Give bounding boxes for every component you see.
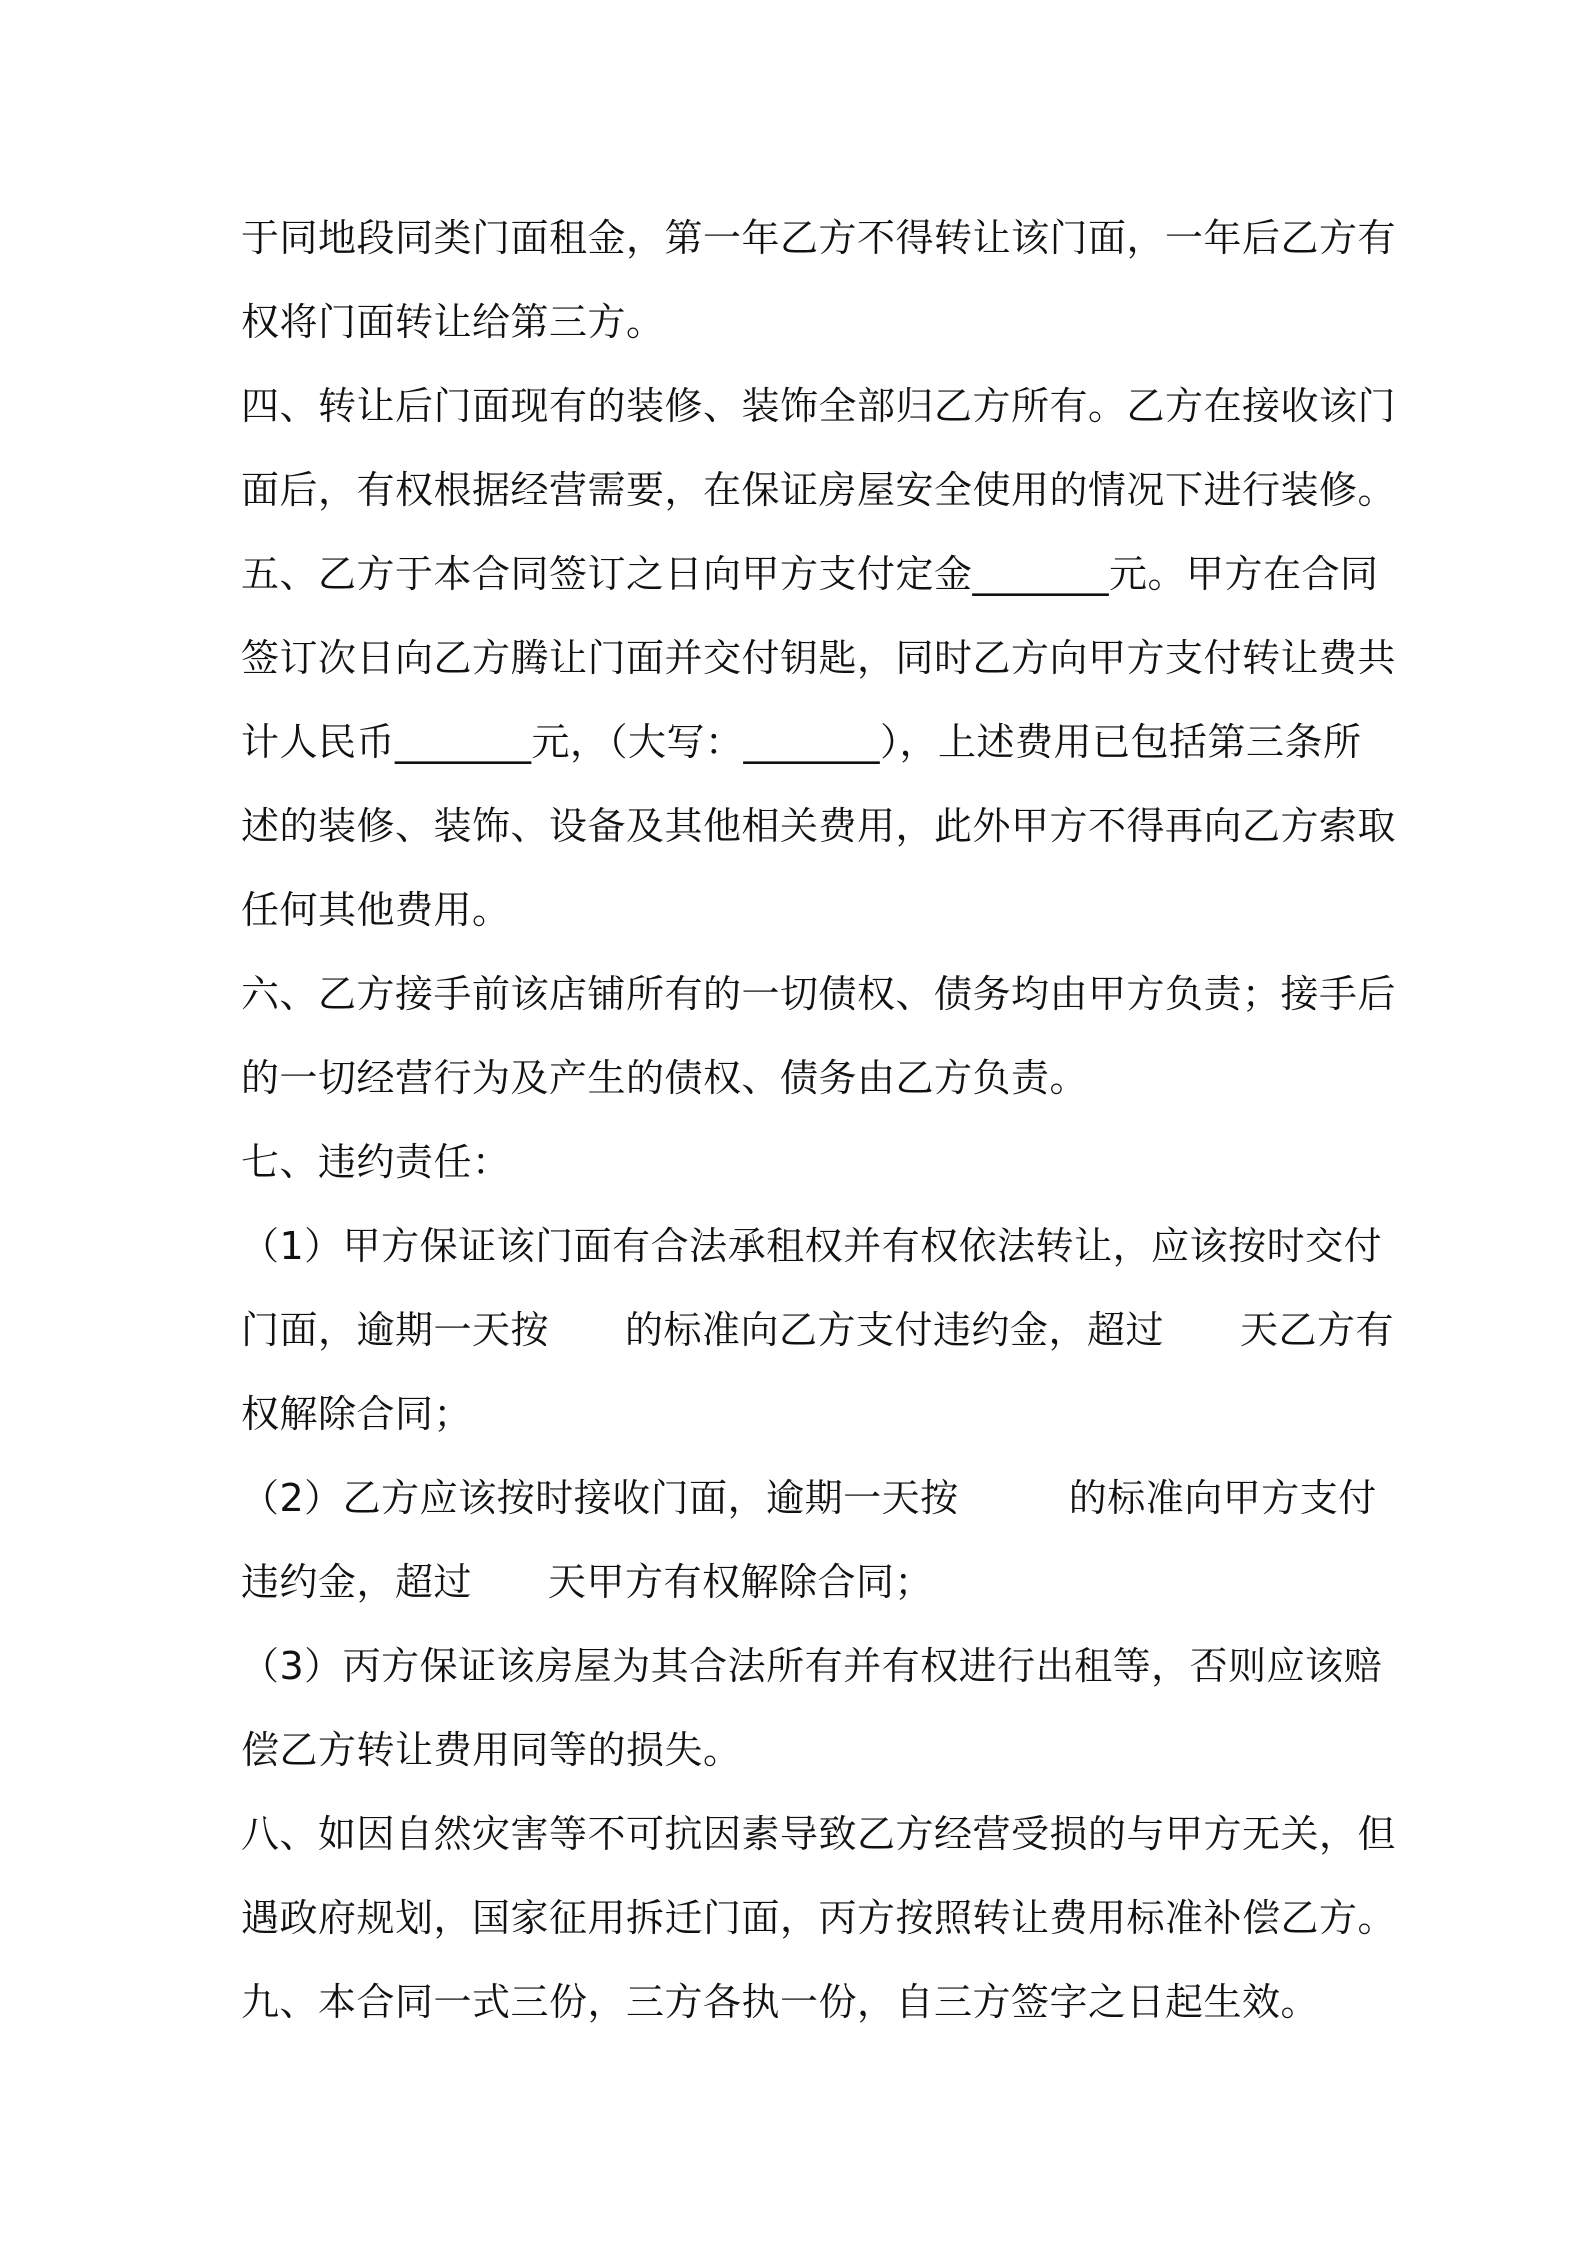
clause-7-item-2-line [241,1456,1377,1540]
text-line: 的一切经营行为及产生的债权、债务由乙方负责。 [241,1056,1089,1100]
text-line: 述的装修、装饰、设备及其他相关费用，此外甲方不得再向乙方索取 [241,804,1397,848]
text-line: 权解除合同； [241,1392,473,1436]
text-line [241,1540,1353,1624]
clause-8-line: 八、如因自然灾害等不可抗因素导致乙方经营受损的与甲方无关，但 [241,1812,1397,1856]
text-line: 任何其他费用。 [241,888,511,932]
text-line: 计人民币_______元，（大写：_______），上述费用已包括第三条所 [241,720,1362,764]
text-line: 面后，有权根据经营需要，在保证房屋安全使用的情况下进行装修。 [241,468,1397,512]
text-line: 签订次日向乙方腾让门面并交付钥匙，同时乙方向甲方支付转让费共 [241,636,1397,680]
clause-4-line: 四、转让后门面现有的装修、装饰全部归乙方所有。乙方在接收该门 [241,384,1397,428]
clause-9-line: 九、本合同一式三份，三方各执一份，自三方签字之日起生效。 [241,1980,1320,2024]
clause-5-line: 五、乙方于本合同签订之日向甲方支付定金_______元。甲方在合同 [241,552,1379,596]
clause-7-heading: 七、违约责任： [241,1140,511,1184]
clause-7-item-3-line: （3）丙方保证该房屋为其合法所有并有权进行出租等，否则应该赔 [241,1644,1383,1688]
text-line [241,1288,1395,1372]
text-segment: （2）乙方应该按时接收门面，逾期一天按 [241,1476,959,1520]
text-segment: 的标准向乙方支付违约金，超过 [625,1308,1165,1352]
clause-7-item-1-line: （1）甲方保证该门面有合法承租权并有权依法转让，应该按时交付 [241,1224,1383,1268]
text-line: 于同地段同类门面租金，第一年乙方不得转让该门面，一年后乙方有 [241,216,1397,260]
contract-body [241,196,1397,2044]
text-line: 偿乙方转让费用同等的损失。 [241,1728,742,1772]
text-line: 遇政府规划，国家征用拆迁门面，丙方按照转让费用标准补偿乙方。 [241,1896,1397,1940]
text-segment: 违约金，超过 [241,1560,473,1604]
text-segment: 天乙方有 [1240,1308,1395,1352]
text-segment: 的标准向甲方支付 [1068,1476,1377,1520]
text-segment: 天甲方有权解除合同； [548,1560,934,1604]
text-segment: 门面，逾期一天按 [241,1308,550,1352]
text-line: 权将门面转让给第三方。 [241,300,665,344]
clause-6-line: 六、乙方接手前该店铺所有的一切债权、债务均由甲方负责；接手后 [241,972,1397,1016]
